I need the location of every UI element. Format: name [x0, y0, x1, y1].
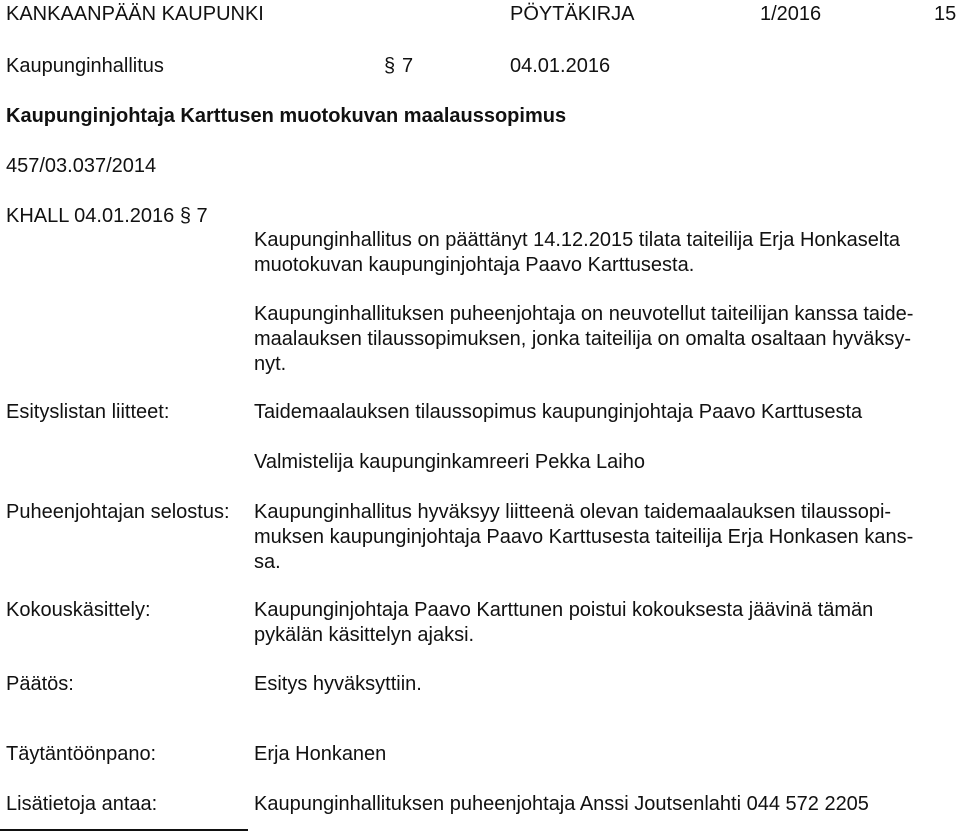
paragraph-1-line-2: muotokuvan kaupunginjohtaja Paavo Karttusesta.: [254, 254, 695, 276]
paragraph-2-line-2: maalauksen tilaussopimuksen, jonka taiteilija on omalta osaltaan hyväksy-: [254, 328, 912, 350]
khall-label: KHALL 04.01.2016: [6, 205, 175, 227]
paragraph-1-line-1: Kaupunginhallitus on päättänyt 14.12.2015 tilata taiteilija Erja Honkaselta: [254, 229, 900, 251]
record-number: 457/03.037/2014: [6, 155, 157, 177]
meeting-line-1: Kaupunginjohtaja Paavo Karttunen poistui kokouksesta jäävinä tämän: [254, 599, 874, 621]
meeting-date: 04.01.2016: [510, 55, 611, 77]
decision-label: Päätös:: [6, 673, 74, 695]
page-title: Kaupunginjohtaja Karttusen muotokuvan maalaussopimus: [6, 105, 567, 127]
decision-value: Esitys hyväksyttiin.: [254, 673, 422, 695]
chair-statement-line-2: muksen kaupunginjohtaja Paavo Karttusesta taiteilija Erja Honkasen kans-: [254, 526, 914, 548]
execution-label: Täytäntöönpano:: [6, 743, 157, 765]
org-name: KANKAANPÄÄN KAUPUNKI: [6, 3, 264, 25]
khall-section-symbol: §: [179, 205, 191, 227]
preparer: Valmistelija kaupunginkamreeri Pekka Laiho: [254, 451, 645, 473]
chair-statement-line-1: Kaupunginhallitus hyväksyy liitteenä olevan taidemaalauksen tilaussopi-: [254, 501, 892, 523]
doc-number: 1/2016: [760, 3, 822, 25]
chair-statement-label: Puheenjohtajan selostus:: [6, 501, 230, 523]
attachments-label: Esityslistan liitteet:: [6, 401, 170, 423]
khall-section-number: 7: [196, 205, 208, 227]
paragraph-2-line-3: nyt.: [254, 353, 287, 375]
meeting-line-2: pykälän käsittelyn ajaksi.: [254, 624, 475, 646]
body-name: Kaupunginhallitus: [6, 55, 164, 77]
footer-divider: [0, 829, 248, 831]
doc-type: PÖYTÄKIRJA: [510, 3, 635, 25]
section-number: 7: [402, 55, 414, 77]
section-symbol: §: [384, 55, 396, 77]
execution-value: Erja Honkanen: [254, 743, 387, 765]
khall-reference: [6, 204, 208, 228]
attachments-value: Taidemaalauksen tilaussopimus kaupunginjohtaja Paavo Karttusesta: [254, 401, 863, 423]
paragraph-2-line-1: Kaupunginhallituksen puheenjohtaja on neuvotellut taiteilijan kanssa taide-: [254, 303, 914, 325]
page-number: 15: [934, 3, 957, 25]
chair-statement-line-3: sa.: [254, 551, 281, 573]
more-info-value: Kaupunginhallituksen puheenjohtaja Anssi Joutsenlahti 044 572 2205: [254, 793, 869, 815]
more-info-label: Lisätietoja antaa:: [6, 793, 158, 815]
meeting-label: Kokouskäsittely:: [6, 599, 151, 621]
